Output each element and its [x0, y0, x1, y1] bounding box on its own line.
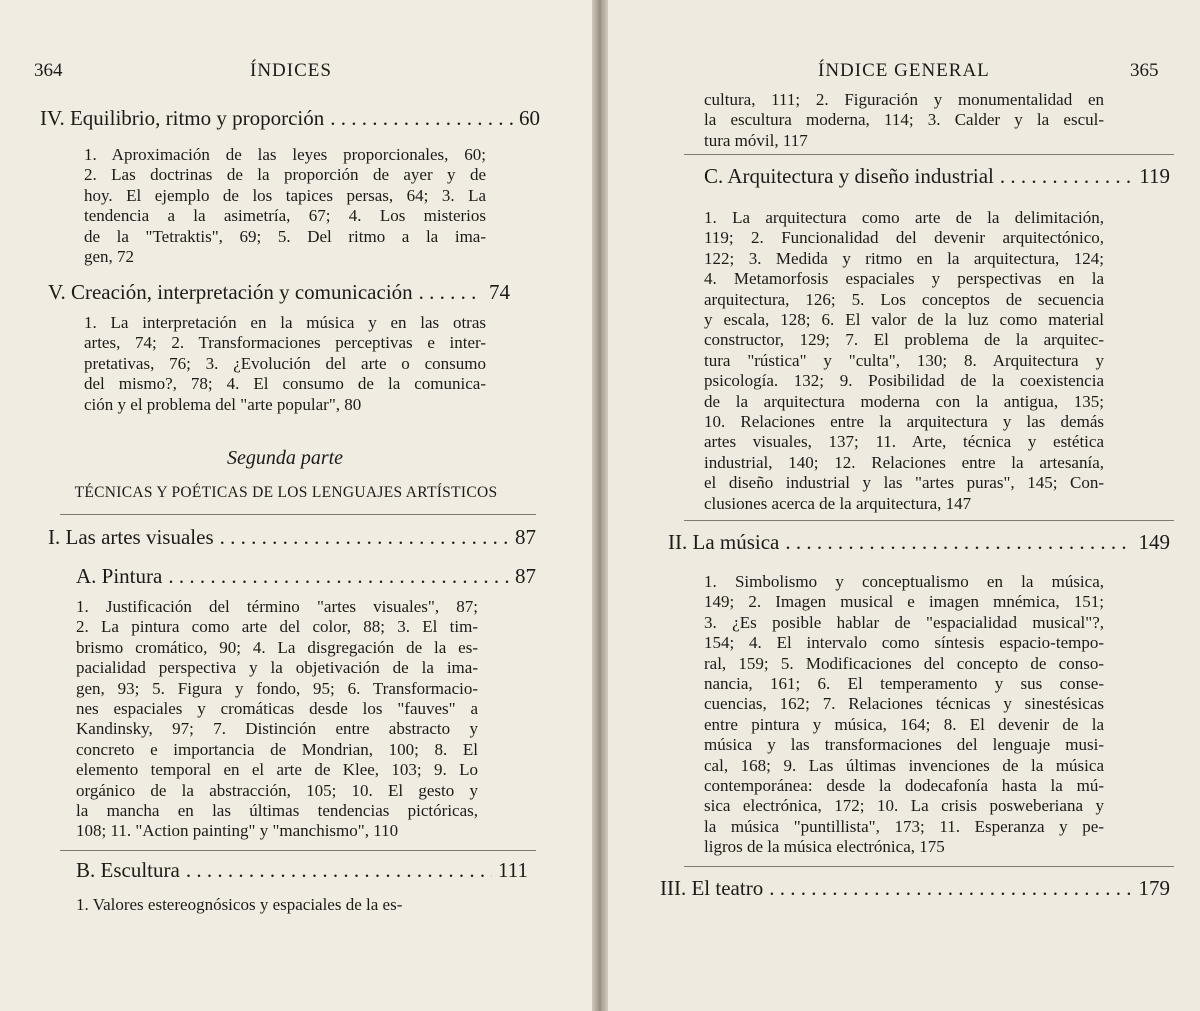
toc-entry-pintura-description: [76, 597, 478, 842]
description-line: y escala, 128; 6. El valor de la luz como material: [704, 310, 1104, 330]
description-line: orgánico de la abstracción, 105; 10. El gesto y: [76, 780, 478, 800]
description-line: 154; 4. El intervalo como síntesis espacio-tempo-: [704, 633, 1104, 653]
part-title: Segunda parte: [226, 447, 344, 469]
description-line: contemporánea: desde la dodecafonía hasta la mú-: [704, 776, 1104, 796]
toc-entry-musica-description: [704, 572, 1104, 858]
description-line: elemento temporal en el arte de Klee, 103; 9. Lo: [76, 760, 478, 780]
book-gutter: [592, 0, 608, 1011]
description-line: artes visuales, 137; 11. Arte, técnica y estética: [704, 432, 1104, 452]
toc-entry-artes-visuales: I. Las artes visuales . . . 87: [48, 525, 536, 550]
description-line: Kandinsky, 97; 7. Distinción entre abstracto y: [76, 719, 478, 739]
description-line: concreto e importancia de Mondrian, 100; 8. El: [76, 739, 478, 759]
description-line: 1. Aproximación de las leyes proporcionales, 60;: [84, 145, 486, 164]
description-line: cultura, 111; 2. Figuración y monumentalidad en: [704, 90, 1104, 109]
description-line: cal, 168; 9. Las últimas invenciones de la música: [704, 755, 1104, 775]
description-line: clusiones acerca de la arquitectura, 147: [704, 493, 972, 513]
description-line: hoy. El ejemplo de los tapices persas, 64; 3. La: [84, 185, 486, 205]
description-line: 108; 11. "Action painting" y "manchismo", 110: [76, 821, 399, 841]
toc-entry-v-description: [84, 313, 486, 415]
left-page: [0, 0, 592, 1011]
description-line: 1. La interpretación en la música y en las otras: [84, 313, 486, 332]
description-line: 149; 2. Imagen musical e imagen mnémica, 151;: [704, 592, 1104, 612]
description-line: constructor, 129; 7. El problema de la arquitec-: [704, 330, 1104, 350]
description-line: la escultura moderna, 114; 3. Calder y la escul-: [704, 110, 1104, 130]
description-line: ral, 159; 5. Modificaciones del concepto de conso-: [704, 653, 1104, 673]
description-line: tura móvil, 117: [704, 130, 808, 150]
description-line: gen, 93; 5. Figura y fondo, 95; 6. Transformacio-: [76, 678, 478, 698]
description-line: del mismo?, 78; 4. El consumo de la comunica-: [84, 374, 486, 394]
running-head: ÍNDICES: [250, 60, 332, 81]
description-line: 1. La arquitectura como arte de la delimitación,: [704, 208, 1104, 227]
description-line: la mancha en las últimas tendencias pictóricas,: [76, 801, 478, 821]
page-number: 364: [34, 60, 63, 81]
right-page: [608, 0, 1200, 1011]
description-line: psicología. 132; 9. Posibilidad de la coexistencia: [704, 371, 1104, 391]
description-line: 122; 3. Medida y ritmo en la arquitectura, 124;: [704, 248, 1104, 268]
description-line: de la "Tetraktis", 69; 5. Del ritmo a la ima-: [84, 226, 486, 246]
page-number: 365: [1130, 60, 1159, 81]
description-line: nancia, 161; 6. El temperamento y sus conse-: [704, 674, 1104, 694]
section-divider: [60, 850, 536, 851]
description-line: la música "puntillista", 173; 11. Esperanza y pe-: [704, 816, 1104, 836]
description-line: artes, 74; 2. Transformaciones perceptivas e inter-: [84, 333, 486, 353]
escultura-continuation: [704, 90, 1104, 151]
description-line: tura "rústica" y "culta", 130; 8. Arquitectura y: [704, 350, 1104, 370]
toc-entry-iv-description: [84, 145, 486, 267]
toc-entry-teatro: III. El teatro . . . 179: [660, 876, 1170, 901]
description-line: música y las transformaciones del lenguaje musi-: [704, 735, 1104, 755]
toc-entry-v: V. Creación, interpretación y comunicación . . . 74: [48, 280, 510, 305]
toc-entry-musica: II. La música . . . 149: [668, 530, 1170, 555]
description-line: industrial, 140; 12. Relaciones entre la artesanía,: [704, 452, 1104, 472]
description-line: arquitectura, 126; 5. Los conceptos de secuencia: [704, 289, 1104, 309]
toc-entry-escultura-description: [76, 895, 478, 915]
description-line: pacialidad perspectiva y la objetivación de la ima-: [76, 658, 478, 678]
description-line: 1. Justificación del término "artes visuales", 87;: [76, 597, 478, 616]
description-line: de la arquitectura moderna con la antigua, 135;: [704, 391, 1104, 411]
toc-entry-arquitectura: C. Arquitectura y diseño industrial . . . 119: [704, 164, 1170, 189]
description-line: 10. Relaciones entre la arquitectura y las demás: [704, 412, 1104, 432]
toc-entry-arquitectura-description: [704, 208, 1104, 514]
description-line: 3. ¿Es posible hablar de "espacialidad musical"?,: [704, 612, 1104, 632]
description-line: 2. Las doctrinas de la proporción de ayer y de: [84, 165, 486, 185]
section-divider: [684, 866, 1174, 867]
part-subtitle: TÉCNICAS Y POÉTICAS DE LOS LENGUAJES ARTÍSTICOS: [74, 484, 498, 501]
description-line: 119; 2. Funcionalidad del devenir arquitectónico,: [704, 228, 1104, 248]
description-line: tendencia a la asimetría, 67; 4. Los misterios: [84, 206, 486, 226]
running-head: ÍNDICE GENERAL: [818, 60, 990, 81]
description-line: entre pintura y música, 164; 8. El devenir de la: [704, 714, 1104, 734]
description-line: 1. Simbolismo y conceptualismo en la música,: [704, 572, 1104, 591]
description-line: 4. Metamorfosis espaciales y perspectivas en la: [704, 269, 1104, 289]
description-line: cuencias, 162; 7. Relaciones técnicas y sinestésicas: [704, 694, 1104, 714]
section-divider: [60, 514, 536, 515]
toc-entry-pintura: A. Pintura . . . 87: [76, 564, 536, 589]
description-line: 1. Valores estereognósicos y espaciales de la es-: [76, 895, 403, 914]
description-line: brismo cromático, 90; 4. La disgregación de la es-: [76, 637, 478, 657]
description-line: pretativas, 76; 3. ¿Evolución del arte o consumo: [84, 353, 486, 373]
description-line: gen, 72: [84, 247, 135, 267]
description-line: ligros de la música electrónica, 175: [704, 837, 945, 857]
section-divider: [684, 520, 1174, 521]
description-line: el diseño industrial y las "artes puras", 145; Con-: [704, 473, 1104, 493]
toc-entry-escultura: B. Escultura . . . 111: [76, 858, 528, 883]
description-line: ción y el problema del "arte popular", 80: [84, 394, 362, 414]
section-divider: [684, 154, 1174, 155]
toc-entry-iv: IV. Equilibrio, ritmo y proporción . . . 60: [40, 106, 540, 131]
description-line: nes espaciales y cromáticas desde los "fauves" a: [76, 699, 478, 719]
description-line: 2. La pintura como arte del color, 88; 3. El tim-: [76, 617, 478, 637]
description-line: sica electrónica, 172; 10. La crisis posweberiana y: [704, 796, 1104, 816]
